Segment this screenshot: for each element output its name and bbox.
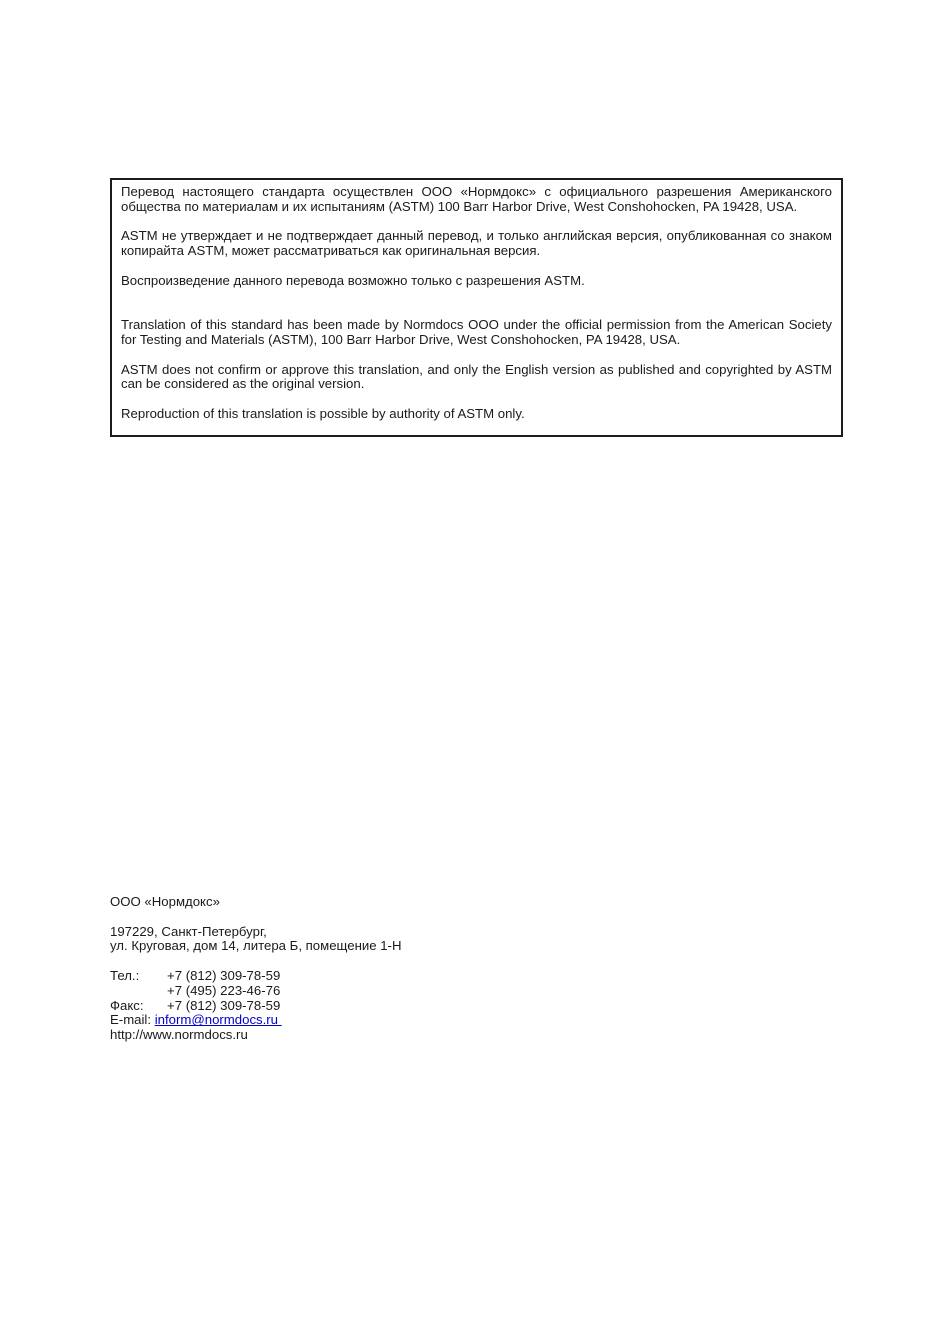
phone-number-1: +7 (812) 309-78-59 xyxy=(167,967,281,983)
address-line-2: ул. Круговая, дом 14, литера Б, помещение 1-Н xyxy=(110,938,402,954)
notice-paragraph-en-3: Reproduction of this translation is possible by authority of ASTM only. xyxy=(121,405,525,421)
translation-notice-box xyxy=(110,178,843,437)
company-name: ООО «Нормдокс» xyxy=(110,894,220,909)
fax-label: Факс: xyxy=(110,997,144,1013)
email-link-trailing-underline xyxy=(278,1012,282,1027)
address-line-1: 197229, Санкт-Петербург, xyxy=(110,923,267,939)
notice-paragraph-en-1: Translation of this standard has been made by Normdocs OOO under the official permission from the American Society for Testing and Materials (ASTM), 100 Barr Harbor Drive, West Conshohocken, PA 19428, USA. xyxy=(121,317,832,347)
phone-number-2: +7 (495) 223-46-76 xyxy=(167,982,281,998)
phone-row xyxy=(110,969,530,984)
website-url: http://www.normdocs.ru xyxy=(110,1027,248,1043)
email-row xyxy=(110,1013,530,1028)
fax-number: +7 (812) 309-78-59 xyxy=(167,997,281,1013)
notice-paragraph-ru-2: ASTM не утверждает и не подтверждает данный перевод, и только английская версия, опубликованная со знаком копирайта ASTM, может рассматриваться как оригинальная версия. xyxy=(121,228,832,259)
notice-paragraph-en-2: ASTM does not confirm or approve this translation, and only the English version as published and copyrighted by ASTM can be considered as the original version. xyxy=(121,361,832,392)
email-link[interactable]: inform@normdocs.ru xyxy=(154,1012,279,1028)
contact-block xyxy=(110,895,530,1043)
notice-paragraph-ru-3: Воспроизведение данного перевода возможно только с разрешения ASTM. xyxy=(121,272,585,288)
fax-row xyxy=(110,999,530,1014)
email-label: E-mail: xyxy=(110,1012,152,1028)
notice-paragraph-ru-1: Перевод настоящего стандарта осуществлен ООО «Нормдокс» с официального разрешения Американского общества по материалам и их испытаниям (ASTM) 100 Barr Harbor Drive, West Conshohocken, PA 19428, USA. xyxy=(121,184,832,214)
phone-label: Тел.: xyxy=(110,967,140,983)
